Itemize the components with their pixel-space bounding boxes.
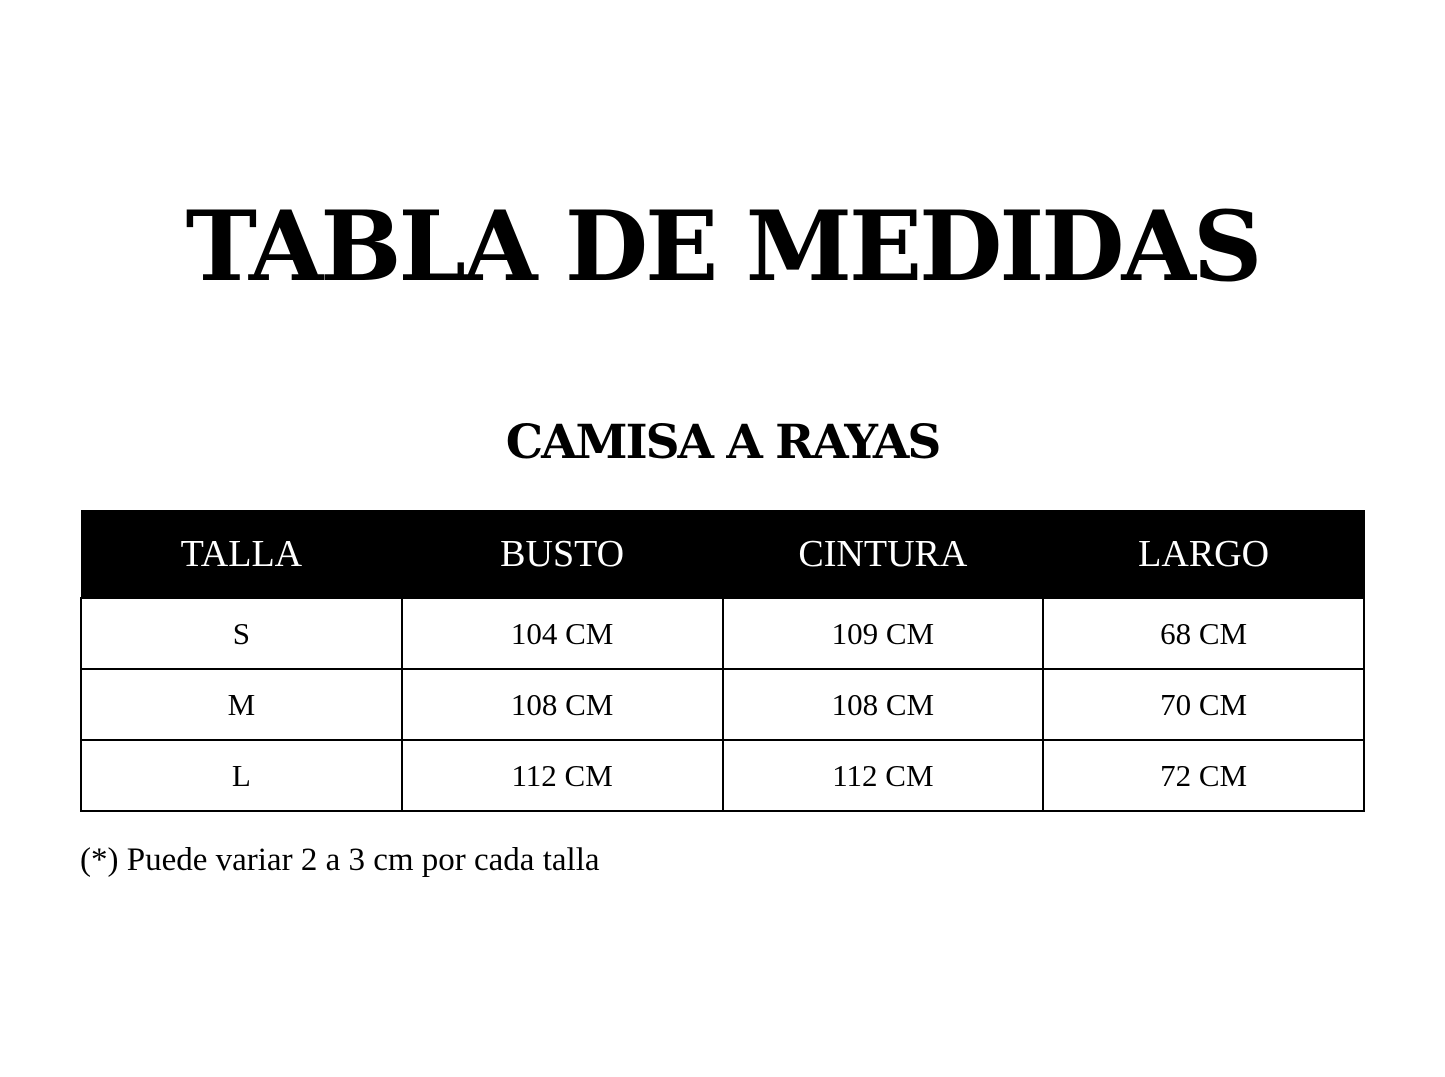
cell-largo: 68 CM bbox=[1043, 598, 1364, 669]
cell-largo: 72 CM bbox=[1043, 740, 1364, 811]
cell-busto: 104 CM bbox=[402, 598, 723, 669]
cell-talla: L bbox=[81, 740, 402, 811]
table-row bbox=[81, 740, 1364, 811]
product-subtitle: CAMISA A RAYAS bbox=[505, 415, 940, 470]
size-table-body bbox=[81, 598, 1364, 811]
cell-cintura: 112 CM bbox=[723, 740, 1044, 811]
header-largo: LARGO bbox=[1043, 511, 1364, 599]
header-busto: BUSTO bbox=[402, 511, 723, 599]
cell-talla: M bbox=[81, 669, 402, 740]
cell-busto: 112 CM bbox=[402, 740, 723, 811]
cell-talla: S bbox=[81, 598, 402, 669]
table-row bbox=[81, 669, 1364, 740]
cell-cintura: 108 CM bbox=[723, 669, 1044, 740]
table-row bbox=[81, 598, 1364, 669]
footnote: (*) Puede variar 2 a 3 cm por cada talla bbox=[80, 842, 600, 878]
size-table bbox=[80, 510, 1365, 812]
cell-cintura: 109 CM bbox=[723, 598, 1044, 669]
header-cintura: CINTURA bbox=[723, 511, 1044, 599]
header-talla: TALLA bbox=[81, 511, 402, 599]
cell-busto: 108 CM bbox=[402, 669, 723, 740]
page-title: TABLA DE MEDIDAS bbox=[185, 190, 1260, 303]
header-row bbox=[81, 511, 1364, 599]
cell-largo: 70 CM bbox=[1043, 669, 1364, 740]
size-table-header bbox=[81, 511, 1364, 599]
